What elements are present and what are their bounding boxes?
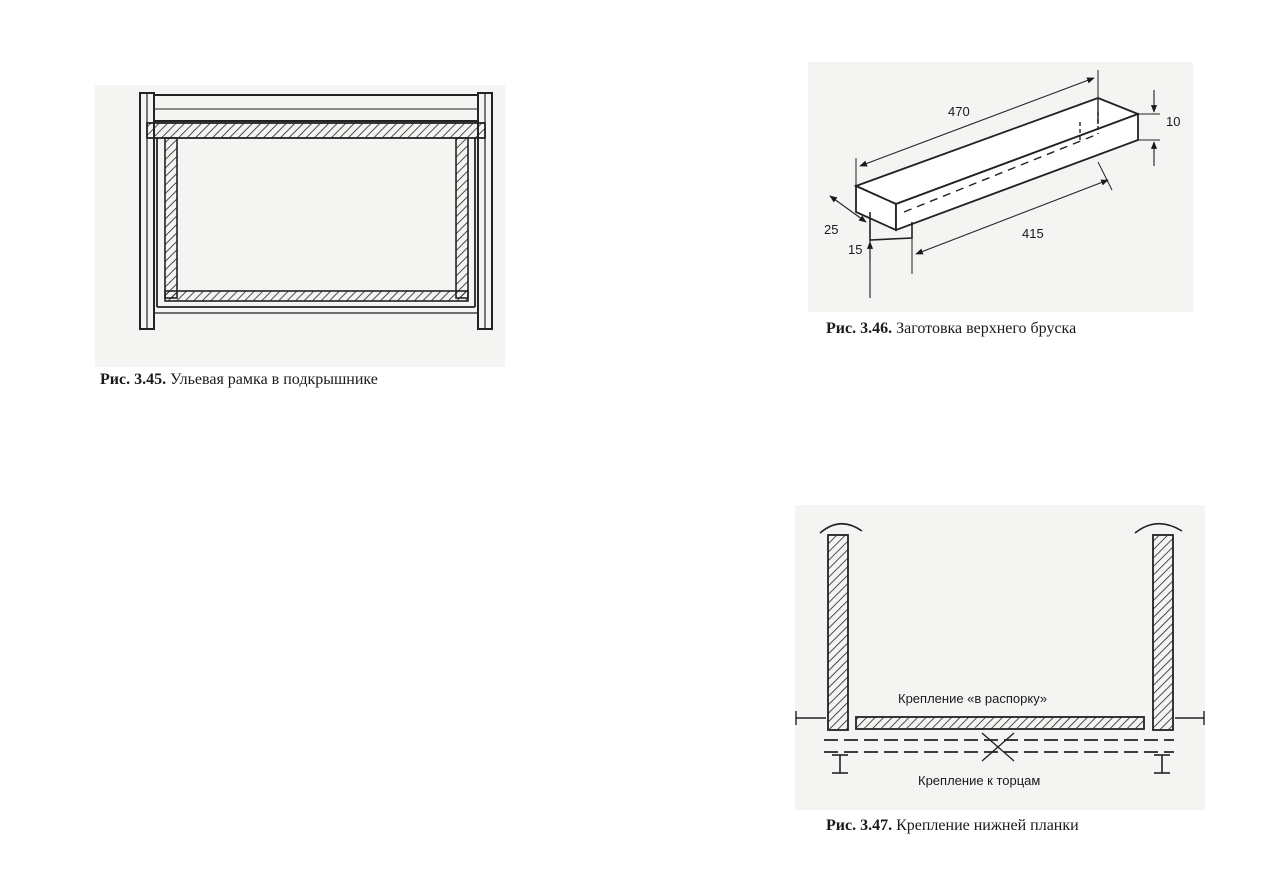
figure-bottom-slat-mount bbox=[790, 505, 1210, 850]
caption-text: Заготовка верхнего бруска bbox=[896, 320, 1077, 337]
caption-text: Ульевая рамка в подкрышнике bbox=[170, 371, 378, 388]
dim-label-415: 415 bbox=[1022, 226, 1044, 241]
label-end-mount: Крепление к торцам bbox=[918, 773, 1041, 788]
caption-text: Крепление нижней планки bbox=[896, 817, 1079, 834]
frame-side-right bbox=[456, 138, 468, 298]
break-line-left bbox=[820, 524, 862, 533]
frame-side-left bbox=[165, 138, 177, 298]
dim-label-15: 15 bbox=[848, 242, 863, 257]
dim-label-10: 10 bbox=[1166, 114, 1181, 129]
caption-number: Рис. 3.46. bbox=[826, 320, 893, 337]
lid-board bbox=[154, 95, 478, 121]
top-bar-drawing bbox=[808, 62, 1198, 312]
side-bar-left bbox=[828, 535, 848, 730]
frame-top-bar bbox=[147, 123, 485, 138]
caption-number: Рис. 3.47. bbox=[826, 817, 893, 834]
caption-fig-3-46 bbox=[826, 320, 1076, 338]
frame-bottom-bar bbox=[165, 291, 468, 301]
figure-top-bar-blank bbox=[808, 62, 1198, 352]
dim-label-25: 25 bbox=[824, 222, 839, 237]
slat-spacer bbox=[856, 717, 1144, 729]
caption-fig-3-45 bbox=[100, 371, 378, 389]
bottom-slat-drawing bbox=[790, 505, 1210, 810]
side-bar-right bbox=[1153, 535, 1173, 730]
caption-fig-3-47 bbox=[826, 817, 1079, 835]
caption-number: Рис. 3.45. bbox=[100, 371, 167, 388]
break-line-right bbox=[1135, 524, 1182, 533]
figure-hive-frame bbox=[95, 85, 505, 395]
label-spacer-mount: Крепление «в распорку» bbox=[898, 691, 1048, 706]
dim-label-470: 470 bbox=[948, 104, 970, 119]
hive-frame-drawing bbox=[95, 85, 505, 367]
